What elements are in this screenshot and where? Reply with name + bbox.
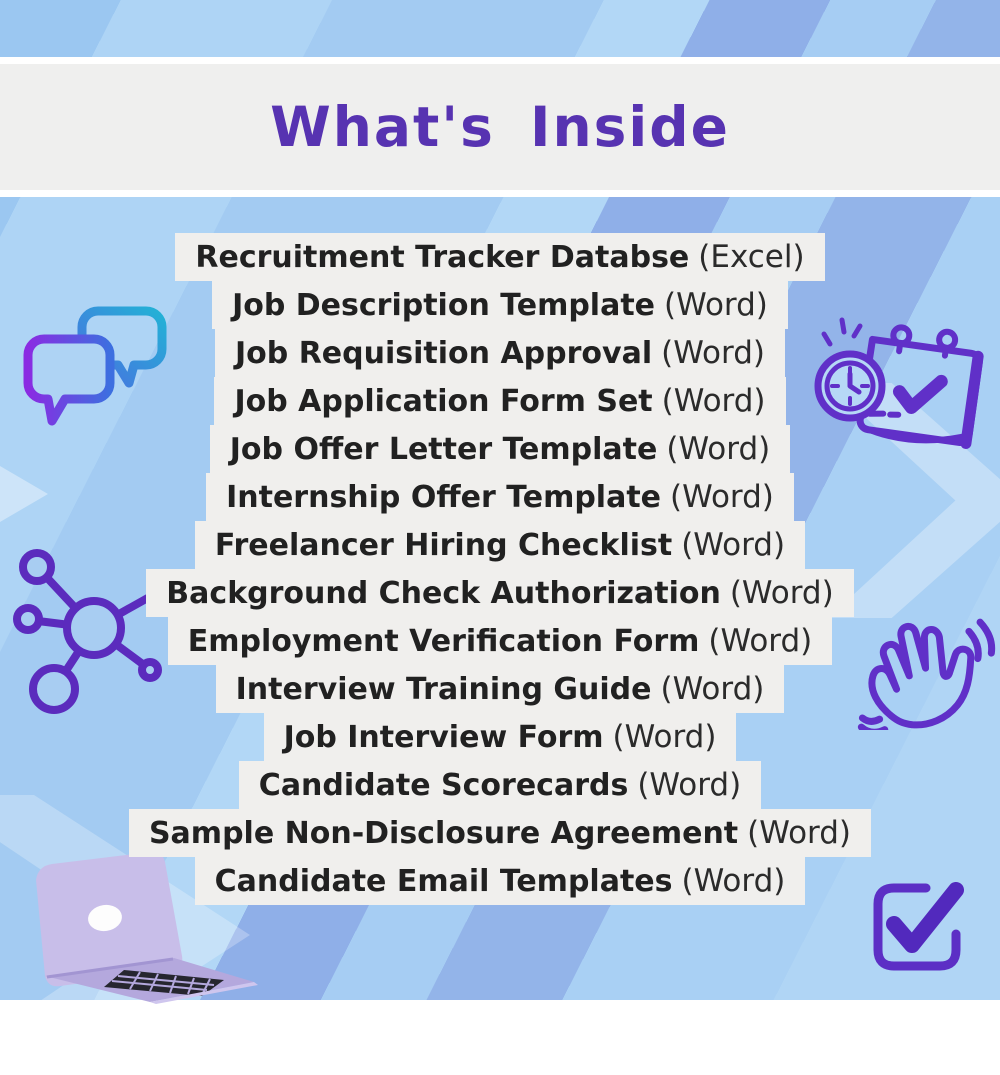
list-item — [195, 521, 805, 569]
item-name: Sample Non-Disclosure Agreement — [148, 815, 739, 851]
list-item — [215, 329, 785, 377]
list-item — [175, 233, 824, 281]
item-name: Employment Verification Form — [187, 623, 700, 659]
item-name: Job Application Form Set — [234, 383, 653, 419]
item-format: (Word) — [708, 623, 813, 659]
item-format: (Word) — [681, 527, 786, 563]
list-item — [168, 617, 833, 665]
item-format: (Word) — [747, 815, 852, 851]
list-item — [206, 473, 794, 521]
item-format: (Word) — [664, 287, 768, 323]
item-name: Job Requisition Approval — [235, 335, 653, 371]
item-name: Background Check Authorization — [166, 575, 721, 611]
list-item — [214, 377, 785, 425]
item-format: (Excel) — [698, 239, 805, 275]
list-item — [239, 761, 761, 809]
item-format: (Word) — [660, 671, 765, 707]
item-name: Internship Offer Template — [226, 479, 662, 515]
banner — [0, 57, 1000, 197]
list-item — [212, 281, 788, 329]
list-item — [195, 857, 806, 905]
item-format: (Word) — [670, 479, 774, 515]
whats-inside-list — [0, 233, 1000, 905]
item-format: (Word) — [729, 575, 834, 611]
item-name: Job Offer Letter Template — [229, 431, 658, 467]
list-item — [210, 425, 790, 473]
list-item — [146, 569, 853, 617]
list-item — [216, 665, 785, 713]
item-format: (Word) — [637, 767, 742, 803]
item-format: (Word) — [666, 431, 771, 467]
item-format: (Word) — [681, 863, 786, 899]
item-format: (Word) — [612, 719, 717, 755]
item-format: (Word) — [661, 383, 766, 419]
item-format: (Word) — [661, 335, 765, 371]
list-item — [129, 809, 871, 857]
item-name: Job Description Template — [232, 287, 656, 323]
item-name: Candidate Email Templates — [214, 863, 673, 899]
item-name: Recruitment Tracker Databse — [195, 239, 690, 275]
item-name: Freelancer Hiring Checklist — [214, 527, 673, 563]
item-name: Candidate Scorecards — [258, 767, 629, 803]
item-name: Interview Training Guide — [235, 671, 652, 707]
page-title: What's Inside — [270, 95, 730, 159]
item-name: Job Interview Form — [283, 719, 604, 755]
list-item — [264, 713, 737, 761]
